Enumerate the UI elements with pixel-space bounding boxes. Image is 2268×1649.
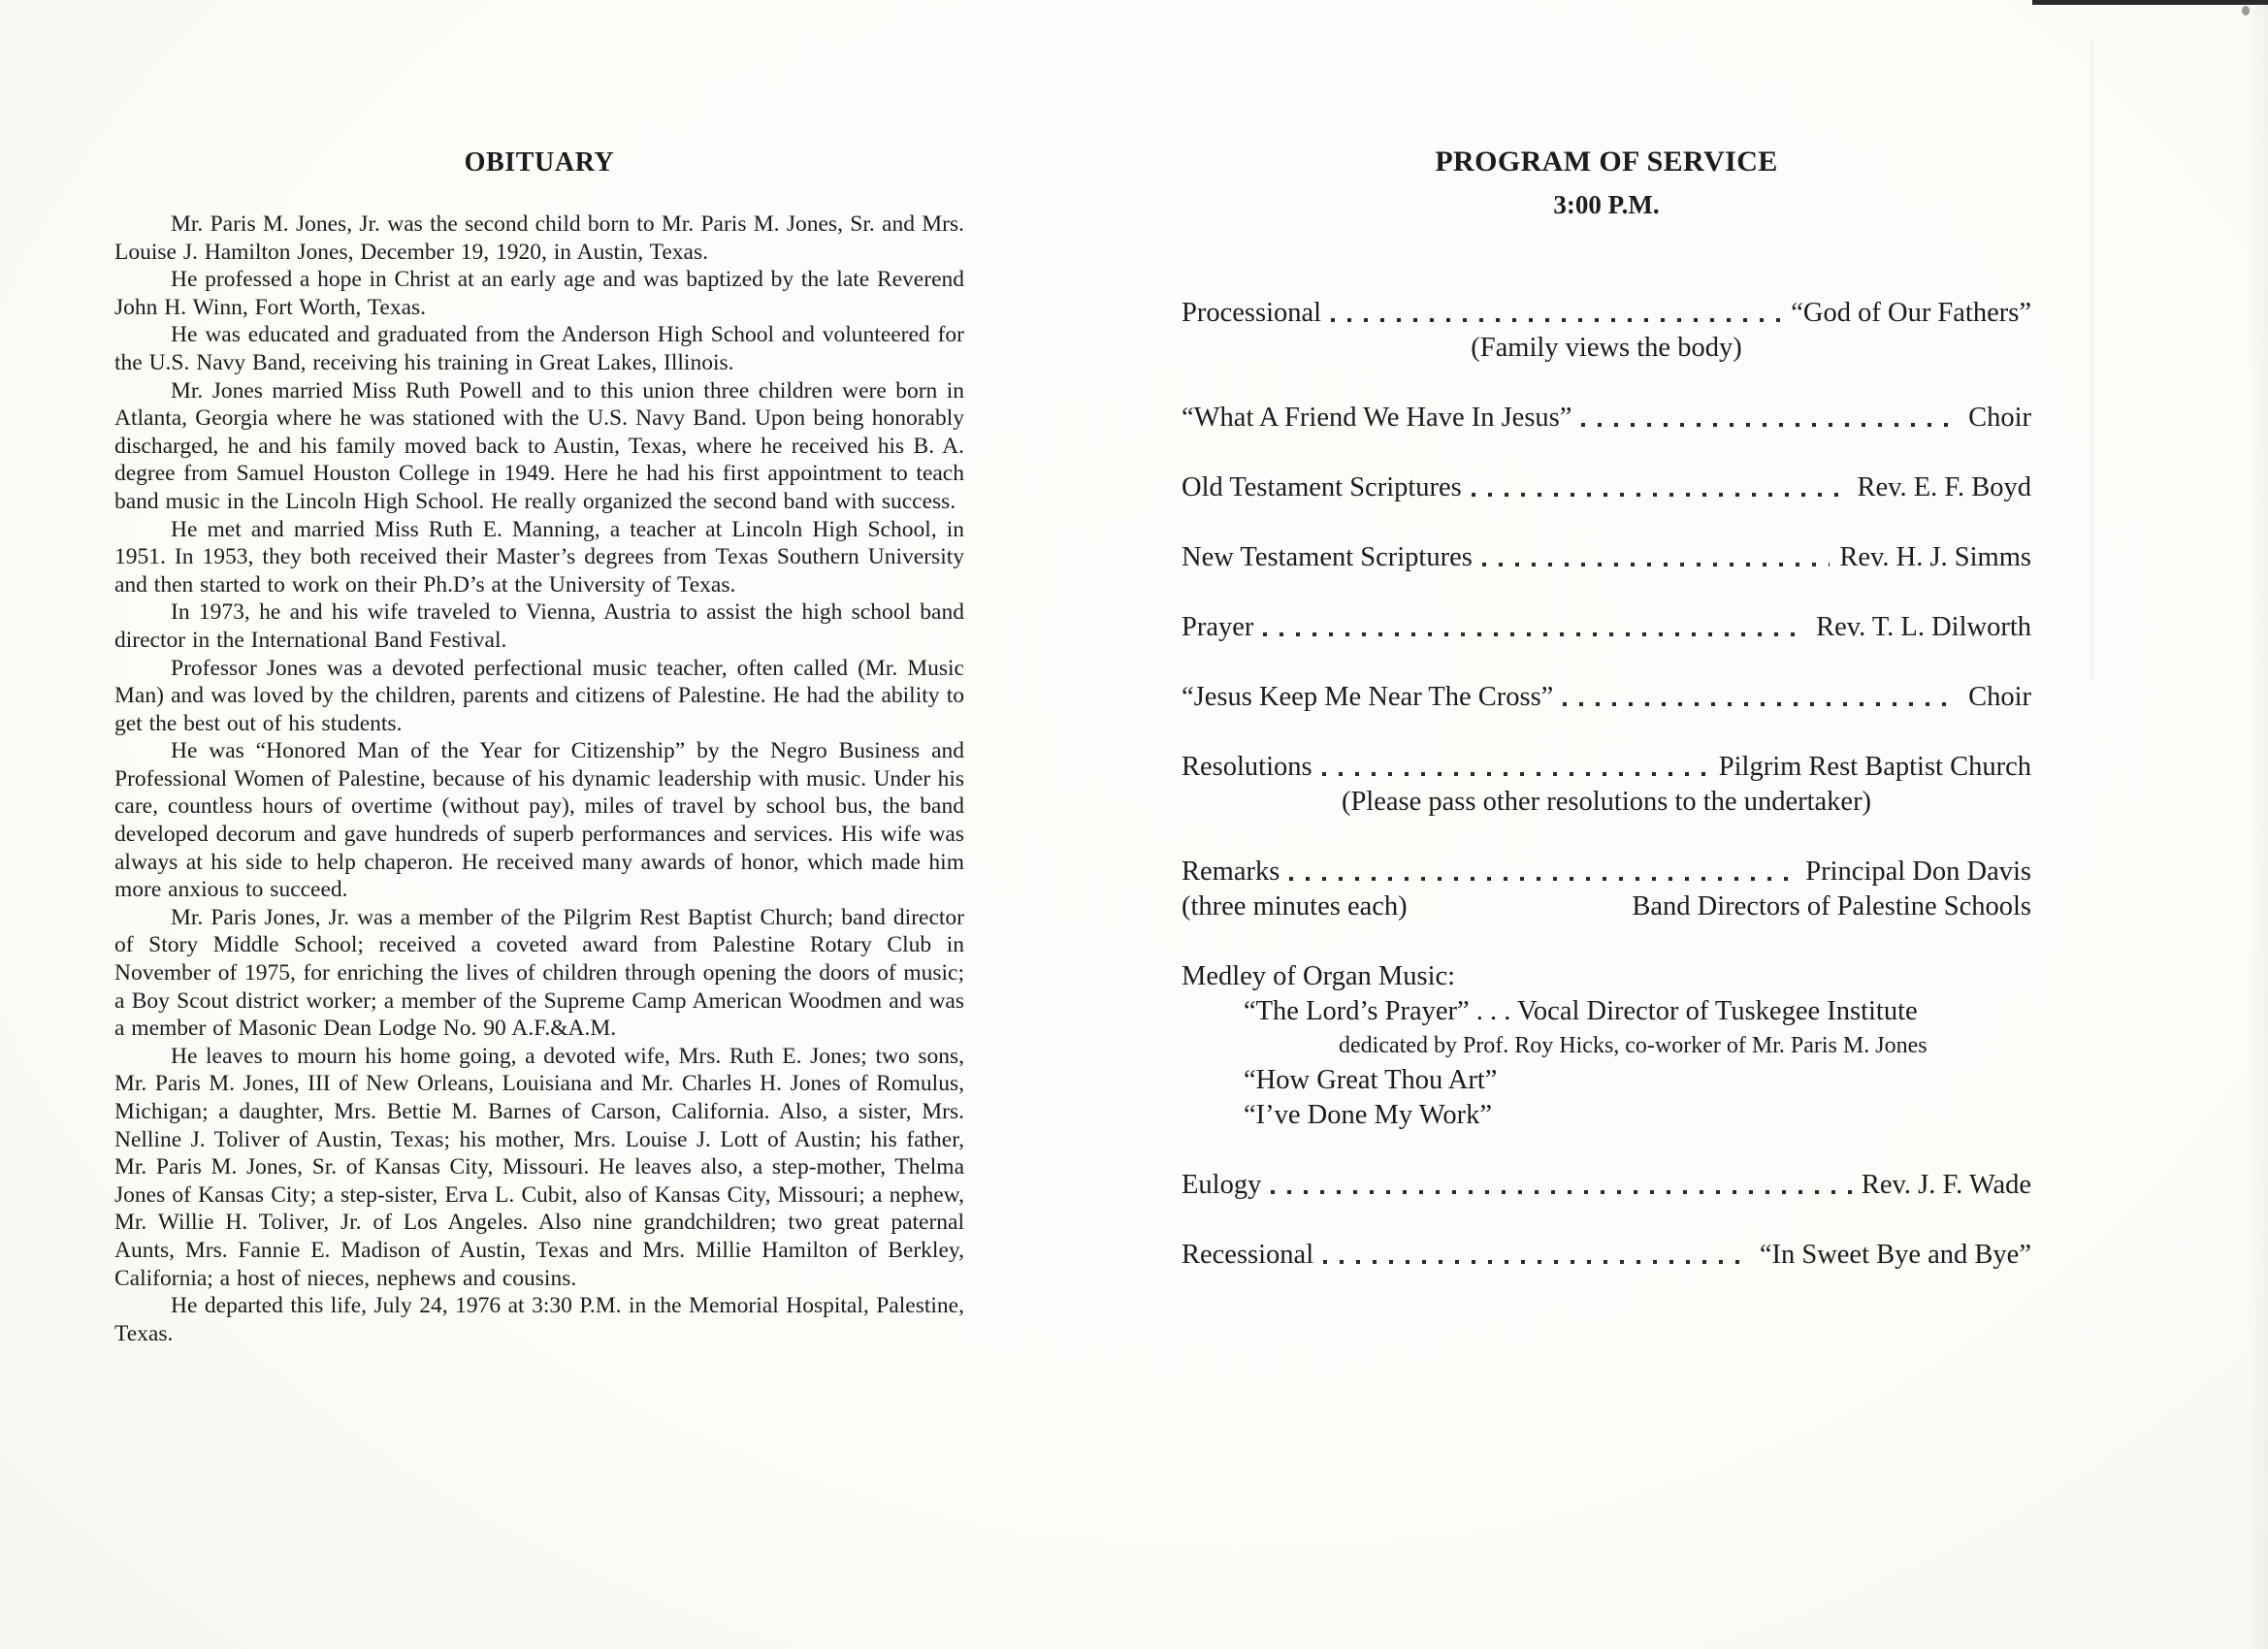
dot-leader [1323,1260,1750,1264]
program-medley-entry: “How Great Thou Art” [1244,1065,1498,1095]
program-row [1182,470,2031,505]
program-note-left: (three minutes each) [1182,891,1408,922]
scan-artifact-top-strip [2032,0,2268,5]
obituary-paragraph: Mr. Paris Jones, Jr. was a member of the Pilgrim Rest Baptist Church; band director of Story Middle School; received a coveted award from Palestine Rotary Club in November of 1975, for enriching the lives of children through opening the doors of music; a Boy Scout district worker; a member of the Supreme Camp American Woodmen and was a member of Masonic Dean Lodge No. 90 A.F.&A.M. [114,904,964,1042]
dot-leader [1482,563,1830,566]
obituary-paragraph: In 1973, he and his wife traveled to Vienna, Austria to assist the high school band director in the International Band Festival. [114,599,964,653]
program-note-right: Band Directors of Palestine Schools [1632,891,2031,922]
program-label: Eulogy [1182,1170,1262,1200]
program-label: Remarks [1182,857,1280,887]
program-item [1182,750,2031,820]
program-row [1182,610,2031,645]
scan-artifact-speck [2242,6,2250,16]
program-value: Rev. E. F. Boyd [1857,472,2031,502]
program-title: PROGRAM OF SERVICE [1435,146,1778,178]
program-time: 3:00 P.M. [1553,190,1660,219]
obituary-paragraph: He departed this life, July 24, 1976 at 3:30 P.M. in the Memorial Hospital, Palestine, Texas. [114,1293,964,1346]
program-medley-dedication: dedicated by Prof. Roy Hicks, co-worker of Mr. Paris M. Jones [1339,1033,1928,1058]
program-label: “Jesus Keep Me Near The Cross” [1182,682,1554,712]
program-item [1182,959,2031,1133]
program-item [1182,610,2031,645]
obituary-paragraph: Professor Jones was a devoted perfectional music teacher, often called (Mr. Music Man) and was loved by the children, parents and citizens of Palestine. He had the ability to get the best out of his students. [114,655,964,736]
dot-leader [1331,318,1781,322]
program-value: “God of Our Fathers” [1791,298,2031,328]
program-note-row [1182,889,2031,924]
program-value: Principal Don Davis [1805,857,2031,887]
program-row [1182,1238,2031,1273]
program-items [1182,296,2031,1273]
dot-leader [1563,702,1959,706]
program-item [1182,296,2031,366]
program-label: Old Testament Scriptures [1182,472,1462,502]
program-medley-entry: “The Lord’s Prayer” . . . Vocal Director of Tuskegee Institute [1244,996,1918,1026]
program-row [1182,401,2031,436]
program-row [1182,750,2031,785]
program-value: Choir [1968,403,2031,433]
obituary-page [114,147,964,1347]
dot-leader [1472,493,1848,497]
program-label: Medley of Organ Music: [1182,961,1456,991]
program-value: Pilgrim Rest Baptist Church [1718,752,2031,782]
program-item [1182,680,2031,715]
dot-leader [1271,1190,1852,1194]
program-value: Choir [1968,682,2031,712]
dot-leader [1263,632,1806,636]
program-page [1182,146,2031,1273]
scan-artifact-edge-shade [2247,0,2268,1649]
obituary-paragraph: He was educated and graduated from the Anderson High School and volunteered for the U.S. Navy Band, receiving his training in Great Lakes, Illinois. [114,322,964,375]
program-item [1182,855,2031,924]
program-value: Rev. J. F. Wade [1861,1170,2031,1200]
program-label: Recessional [1182,1240,1314,1270]
program-value: Rev. T. L. Dilworth [1816,612,2031,642]
program-row [1182,855,2031,889]
program-medley-entry: “I’ve Done My Work” [1244,1100,1492,1130]
program-item [1182,1238,2031,1273]
scan-artifact-vertical-line [2091,39,2093,679]
program-row [1182,296,2031,331]
program-value: Rev. H. J. Simms [1839,542,2031,572]
obituary-paragraph: He met and married Miss Ruth E. Manning, a teacher at Lincoln High School, in 1951. In 1953, they both received their Master’s degrees from Texas Southern University and then started to work on their Ph.D’s at the University of Texas. [114,516,964,598]
program-row [1182,1168,2031,1203]
program-note: (Please pass other resolutions to the undertaker) [1341,787,1872,817]
program-label: New Testament Scriptures [1182,542,1473,572]
obituary-paragraph: He leaves to mourn his home going, a devoted wife, Mrs. Ruth E. Jones; two sons, Mr. Paris M. Jones, III of New Orleans, Louisiana and Mr. Charles H. Jones of Romulus, Michigan; a daughter, Mrs. Bettie M. Barnes of Carson, California. Also, a sister, Mrs. Nelline J. Toliver of Austin, Texas; his mother, Mrs. Louise J. Lott of Austin; his father, Mr. Paris M. Jones, Sr. of Kansas City, Missouri. He leaves also, a step-mother, Thelma Jones of Kansas City; a step-sister, Erva L. Cubit, also of Kansas City, Missouri; a nephew, Mr. Willie H. Toliver, Jr. of Los Angeles. Also nine grandchildren; two great paternal Aunts, Mrs. Fannie E. Madison of Austin, Texas and Mrs. Millie Hamilton of Berkley, California; a host of nieces, nephews and cousins. [114,1043,964,1291]
program-item [1182,470,2031,505]
program-row [1182,680,2031,715]
program-item [1182,540,2031,575]
program-item [1182,1168,2031,1203]
program-row [1182,540,2031,575]
program-label: Resolutions [1182,752,1312,782]
program-note: (Family views the body) [1471,333,1742,363]
program-item [1182,401,2031,436]
obituary-paragraph: Mr. Jones married Miss Ruth Powell and to this union three children were born in Atlanta, Georgia where he was stationed with the U.S. Navy Band. Upon being honorably discharged, he and his family moved back to Austin, Texas, where he received his B. A. degree from Samuel Houston College in 1949. Here he had his first appointment to teach band music in the Lincoln High School. He really organized the second band with success. [114,377,964,514]
program-label: “What A Friend We Have In Jesus” [1182,403,1572,433]
program-value: “In Sweet Bye and Bye” [1759,1240,2031,1270]
obituary-paragraph: Mr. Paris M. Jones, Jr. was the second child born to Mr. Paris M. Jones, Sr. and Mrs. Louise J. Hamilton Jones, December 19, 1920, in Austin, Texas. [114,211,964,265]
program-label: Prayer [1182,612,1254,642]
obituary-body [114,210,964,1347]
dot-leader [1581,423,1959,427]
program-label: Processional [1182,298,1322,328]
dot-leader [1322,772,1709,776]
obituary-title: OBITUARY [464,147,615,178]
obituary-paragraph: He professed a hope in Christ at an early age and was baptized by the late Reverend John H. Winn, Fort Worth, Texas. [114,267,964,320]
obituary-paragraph: He was “Honored Man of the Year for Citizenship” by the Negro Business and Professional Women of Palestine, because of his dynamic leadership with music. Under his care, countless hours of overtime (without pay), miles of travel by school bus, the band developed decorum and gave hundreds of superb performances and services. His wife was always at his side to help chaperon. He received many awards of honor, which made him more anxious to succeed. [114,738,964,903]
dot-leader [1289,877,1796,881]
